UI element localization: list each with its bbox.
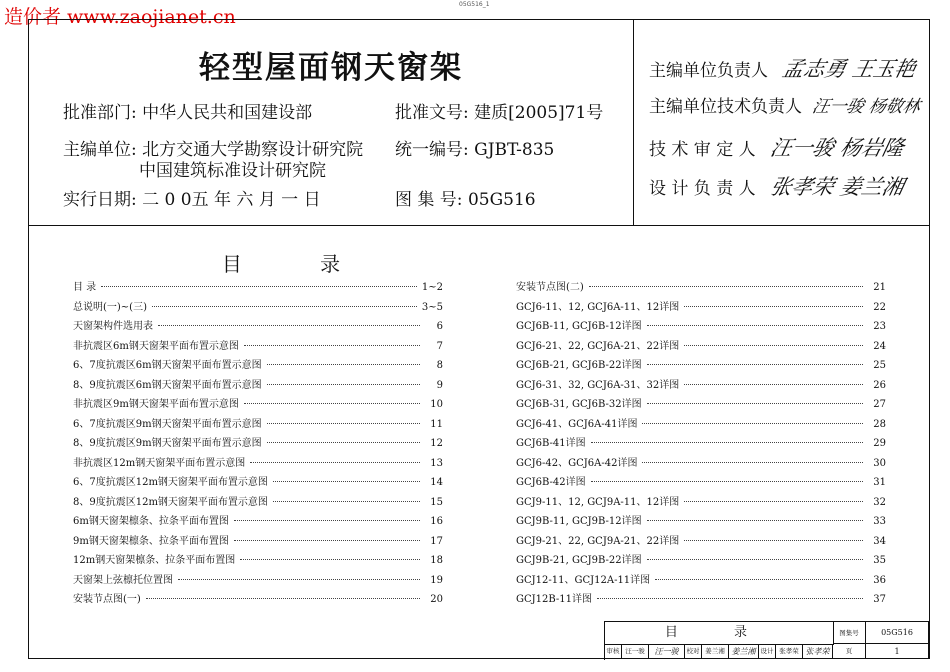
design-signature: 张孝荣	[803, 644, 833, 659]
toc-leader-dots	[158, 325, 420, 326]
toc-item-label: 8、9度抗震区9m钢天窗架平面布置示意图	[73, 438, 262, 449]
chief-tech-leader-signature: 汪一骏 杨敬林	[810, 97, 923, 117]
toc-leader-dots	[267, 364, 420, 365]
toc-item[interactable]	[516, 434, 886, 454]
toc-item-label: 非抗震区9m钢天窗架平面布置示意图	[73, 399, 239, 410]
check-signature: 姜兰湘	[729, 644, 759, 659]
toc-item-label: GCJ6B-21, GCJ6B-22详图	[516, 360, 642, 371]
toc-item[interactable]	[73, 551, 443, 571]
toc-item[interactable]	[516, 590, 886, 610]
toc-leader-dots	[273, 501, 420, 502]
toc-item-label: 目 录	[73, 282, 97, 293]
toc-leader-dots	[591, 442, 863, 443]
design-lead-row	[649, 171, 907, 201]
toc-item-label: GCJ6B-42详图	[516, 477, 586, 488]
toc-item-label: 6、7度抗震区6m钢天窗架平面布置示意图	[73, 360, 262, 371]
toc-leader-dots	[267, 423, 420, 424]
toc-item-label: 总说明(一)~(三)	[73, 301, 147, 313]
toc-item-label: 非抗震区12m钢天窗架平面布置示意图	[73, 457, 246, 469]
toc-item[interactable]	[516, 493, 886, 513]
toc-item[interactable]	[516, 512, 886, 532]
atlas-no-value: 05G516	[866, 622, 929, 644]
toc-left-column	[73, 278, 443, 610]
tech-review-row	[649, 132, 907, 162]
toc-item-label: 天窗架上弦檩托位置图	[73, 574, 173, 586]
toc-item[interactable]	[516, 376, 886, 396]
sheet-code: 05G516_1	[459, 1, 490, 8]
toc-item-page: 33	[873, 516, 886, 527]
toc-item-label: 12m钢天窗架檩条、拉条平面布置图	[73, 555, 236, 566]
toc-item-label: 天窗架构件选用表	[73, 321, 153, 332]
toc-item[interactable]	[73, 395, 443, 415]
toc-item[interactable]	[73, 532, 443, 552]
toc-leader-dots	[684, 306, 863, 307]
toc-item[interactable]	[73, 590, 443, 610]
toc-item[interactable]	[516, 356, 886, 376]
toc-item-label: GCJ6-42、GCJ6A-42详图	[516, 457, 638, 469]
toc-leader-dots	[684, 540, 863, 541]
toc-item[interactable]	[73, 473, 443, 493]
toc-leader-dots	[642, 462, 863, 463]
toc-item-page: 12	[430, 438, 443, 449]
toc-item-page: 8	[436, 360, 443, 371]
toc-item-page: 14	[430, 477, 443, 488]
toc-item-label: 8、9度抗震区6m钢天窗架平面布置示意图	[73, 379, 262, 391]
toc-item-label: 6、7度抗震区9m钢天窗架平面布置示意图	[73, 418, 262, 430]
check-name: 姜兰湘	[702, 644, 729, 659]
toc-leader-dots	[234, 520, 420, 521]
toc-item-page: 11	[430, 418, 443, 430]
toc-item[interactable]	[516, 317, 886, 337]
toc-item[interactable]	[73, 337, 443, 357]
toc-item-page: 26	[873, 379, 886, 391]
toc-item-page: 17	[430, 535, 443, 547]
approval-document: 批准文号: 建质[2005]71号	[395, 103, 604, 123]
page-label: 页	[833, 644, 866, 659]
toc-item-label: GCJ12B-11详图	[516, 594, 593, 605]
toc-leader-dots	[267, 384, 420, 385]
toc-item-page: 22	[873, 301, 886, 313]
toc-item-label: 安装节点图(一)	[73, 594, 141, 605]
toc-item-page: 9	[436, 379, 443, 391]
toc-item-label: GCJ9-21、22, GCJ9A-21、22详图	[516, 535, 680, 547]
toc-item-page: 15	[430, 496, 443, 508]
toc-item-page: 36	[873, 574, 886, 586]
toc-leader-dots	[684, 384, 863, 385]
toc-item-label: GCJ6-41、GCJ6A-41详图	[516, 418, 638, 430]
toc-item[interactable]	[73, 512, 443, 532]
toc-item-page: 10	[430, 399, 443, 410]
header-info	[29, 20, 634, 225]
atlas-no-label: 图集号	[833, 622, 866, 644]
toc-item-label: 6、7度抗震区12m钢天窗架平面布置示意图	[73, 477, 268, 488]
toc-item-label: GCJ6-11、12, GCJ6A-11、12详图	[516, 301, 680, 313]
toc-item-page: 27	[873, 399, 886, 410]
toc-item-page: 35	[873, 555, 886, 566]
toc-leader-dots	[101, 286, 417, 287]
toc-leader-dots	[234, 540, 420, 541]
toc-item[interactable]	[516, 454, 886, 474]
toc-item-label: GCJ12-11、GCJ12A-11详图	[516, 574, 651, 586]
toc-item[interactable]	[73, 434, 443, 454]
toc-right-column	[516, 278, 886, 610]
toc-leader-dots	[647, 520, 863, 521]
toc-item[interactable]	[516, 551, 886, 571]
toc-item[interactable]	[73, 278, 443, 298]
chief-unit-leader-signature: 孟志勇 王玉艳	[780, 57, 919, 81]
toc-item[interactable]	[516, 337, 886, 357]
chief-unit-leader-row	[649, 53, 919, 83]
title-block	[604, 621, 930, 660]
toc-item-page: 31	[873, 477, 886, 488]
toc-item[interactable]	[73, 571, 443, 591]
toc-item-page: 24	[873, 340, 886, 352]
toc-leader-dots	[684, 345, 863, 346]
toc-item-page: 3~5	[421, 301, 443, 313]
toc-leader-dots	[267, 442, 420, 443]
toc-item[interactable]	[516, 278, 886, 298]
tech-review-signature: 汪一骏 杨岩隆	[768, 136, 907, 160]
toc-item[interactable]	[73, 356, 443, 376]
toc-leader-dots	[244, 403, 420, 404]
toc-item-label: GCJ6B-31, GCJ6B-32详图	[516, 399, 642, 410]
toc-item-page: 28	[873, 418, 886, 430]
toc-item[interactable]	[73, 493, 443, 513]
toc-item-label: GCJ6-31、32, GCJ6A-31、32详图	[516, 379, 680, 391]
toc-leader-dots	[655, 579, 863, 580]
toc-heading: 目 录	[221, 252, 377, 276]
toc-item-page: 21	[873, 282, 886, 293]
toc-leader-dots	[146, 598, 420, 599]
effective-date: 实行日期: 二 0 0五 年 六 月 一 日	[63, 190, 321, 210]
document-title: 轻型屋面钢天窗架	[199, 50, 463, 86]
toc-item-page: 6	[436, 321, 443, 332]
watermark-text: 造价者 www.zaojianet.cn	[4, 6, 236, 28]
toc-item[interactable]	[73, 298, 443, 318]
toc-item-page: 13	[430, 457, 443, 469]
review-name: 汪一骏	[622, 644, 649, 659]
toc-item-label: GCJ6-21、22, GCJ6A-21、22详图	[516, 340, 680, 352]
toc-leader-dots	[589, 286, 863, 287]
toc-item-label: GCJ9-11、12, GCJ9A-11、12详图	[516, 496, 680, 508]
toc-item[interactable]	[516, 395, 886, 415]
toc-item-page: 34	[873, 535, 886, 547]
toc-leader-dots	[647, 403, 863, 404]
toc-leader-dots	[250, 462, 420, 463]
chief-unit-leader-label: 主编单位负责人	[649, 61, 768, 81]
drawing-frame	[28, 19, 930, 659]
toc-leader-dots	[684, 501, 863, 502]
toc-item-page: 19	[430, 574, 443, 586]
toc-item-label: 安装节点图(二)	[516, 282, 584, 293]
toc-item-label: GCJ9B-21, GCJ9B-22详图	[516, 555, 642, 566]
chief-tech-leader-label: 主编单位技术负责人	[649, 97, 802, 117]
toc-item[interactable]	[73, 376, 443, 396]
toc-leader-dots	[642, 423, 863, 424]
toc-item-page: 29	[873, 438, 886, 449]
review-signature: 汪一骏	[649, 644, 685, 659]
toc-leader-dots	[647, 559, 863, 560]
toc-item[interactable]	[73, 454, 443, 474]
header-block	[29, 20, 929, 226]
approval-department: 批准部门: 中华人民共和国建设部	[63, 103, 313, 123]
design-label: 设计	[759, 644, 776, 659]
atlas-number: 图 集 号: 05G516	[395, 190, 536, 210]
toc-leader-dots	[244, 345, 420, 346]
chief-tech-leader-row	[649, 92, 921, 117]
toc-item[interactable]	[516, 532, 886, 552]
toc-item-page: 16	[430, 516, 443, 527]
toc-leader-dots	[178, 579, 420, 580]
toc-item[interactable]	[73, 317, 443, 337]
toc-item-label: GCJ9B-11, GCJ9B-12详图	[516, 516, 642, 527]
toc-item-page: 18	[430, 555, 443, 566]
editor-unit-line2: 中国建筑标准设计研究院	[139, 161, 326, 181]
toc-leader-dots	[273, 481, 420, 482]
toc-leader-dots	[591, 481, 863, 482]
toc-leader-dots	[647, 325, 863, 326]
toc-item-label: GCJ6B-11, GCJ6B-12详图	[516, 321, 642, 332]
toc-item-page: 1~2	[421, 282, 443, 293]
toc-item-page: 23	[873, 321, 886, 332]
toc-item[interactable]	[516, 571, 886, 591]
unified-number: 统一编号: GJBT-835	[395, 140, 555, 160]
toc-leader-dots	[597, 598, 863, 599]
toc-item[interactable]	[73, 415, 443, 435]
tech-review-label: 技 术 审 定 人	[649, 140, 756, 160]
toc-leader-dots	[240, 559, 420, 560]
toc-item-label: 8、9度抗震区12m钢天窗架平面布置示意图	[73, 496, 268, 508]
signature-panel	[635, 20, 929, 225]
toc-item[interactable]	[516, 415, 886, 435]
toc-item-label: GCJ6B-41详图	[516, 438, 586, 449]
toc-item-page: 30	[873, 457, 886, 469]
toc-item-page: 32	[873, 496, 886, 508]
toc-item-label: 6m钢天窗架檩条、拉条平面布置图	[73, 516, 229, 527]
editor-unit-line1: 主编单位: 北方交通大学勘察设计研究院	[63, 140, 364, 160]
toc-item[interactable]	[516, 473, 886, 493]
toc-item-page: 20	[430, 594, 443, 605]
toc-item-page: 25	[873, 360, 886, 371]
toc-item-page: 7	[436, 340, 443, 352]
design-name: 张孝荣	[776, 644, 803, 659]
check-label: 校对	[685, 644, 702, 659]
toc-leader-dots	[152, 306, 417, 307]
toc-leader-dots	[647, 364, 863, 365]
page-value: 1	[866, 644, 929, 659]
title-block-title: 目 录	[605, 622, 834, 645]
design-lead-label: 设 计 负 责 人	[649, 179, 756, 199]
toc-item-label: 9m钢天窗架檩条、拉条平面布置图	[73, 535, 229, 547]
review-label: 审核	[605, 644, 622, 659]
toc-item-page: 37	[873, 594, 886, 605]
design-lead-signature: 张孝荣 姜兰湘	[768, 175, 907, 199]
toc-item[interactable]	[516, 298, 886, 318]
toc-item-label: 非抗震区6m钢天窗架平面布置示意图	[73, 340, 239, 352]
